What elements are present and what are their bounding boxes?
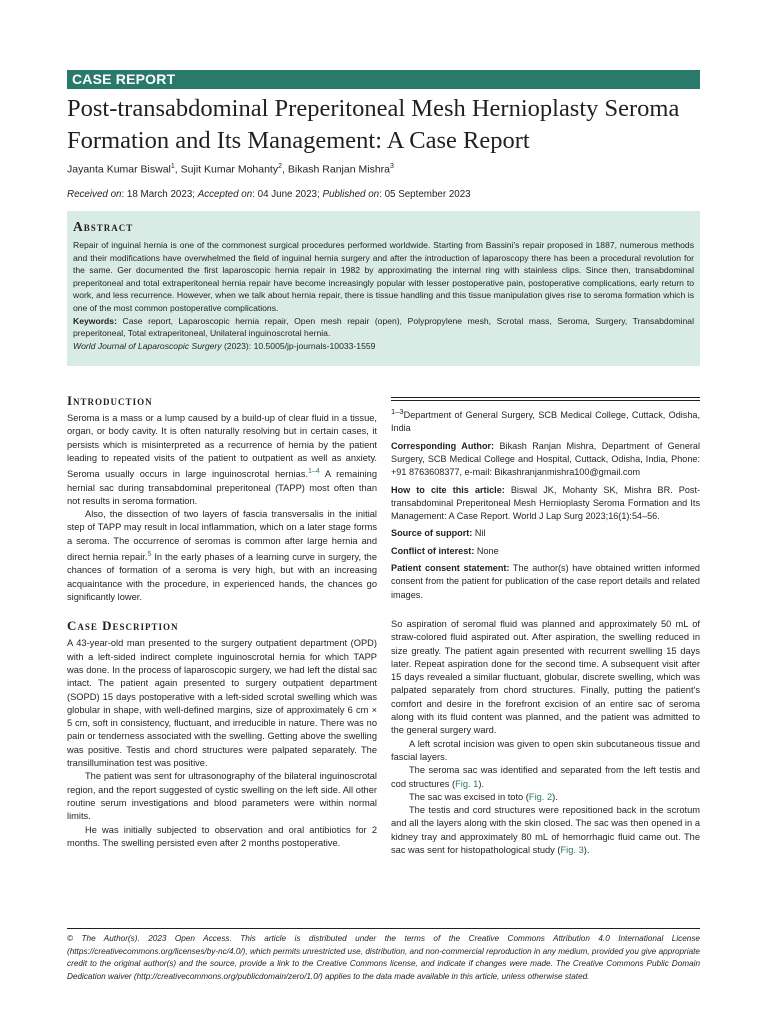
article-type-banner: CASE REPORT	[67, 70, 700, 89]
figure-link[interactable]: Fig. 1	[455, 778, 479, 789]
author-name: Sujit Kumar Mohanty	[180, 163, 279, 176]
case-paragraph: The patient was sent for ultrasonography of the bilateral inguinoscrotal region, and the report suggested of cystic swelling on the left side. All other routine serum investigations and blood parameters were within normal limits.	[67, 771, 377, 822]
paragraph-text: A remaining hernial sac during transabdominal preperitoneal (TAPP) most often than not results in seroma formation.	[67, 469, 377, 506]
conflict-text: None	[474, 545, 499, 556]
how-to-cite	[391, 484, 700, 524]
right-column-body	[391, 618, 700, 857]
case-paragraph	[391, 791, 700, 804]
keywords-list: Case report, Laparoscopic hernia repair, Open mesh repair (open), Polypropylene mesh, Scrotal mass, Seroma, Surgery, Transabdominal preperitoneal, Total extraperitoneal, Unilateral inguinoscrotal hernia.	[73, 315, 694, 339]
paragraph-text: The sac was excised in toto (	[409, 791, 529, 802]
author-name: Jayanta Kumar Biswal	[67, 163, 171, 176]
author-list	[67, 163, 394, 176]
affiliation-block	[391, 397, 700, 606]
source-of-support	[391, 527, 700, 540]
accepted-date: : 04 June 2023;	[252, 189, 323, 200]
case-paragraph: He was initially subjected to observation and oral antibiotics for 2 months. The swelling persisted even after 2 months postoperative.	[67, 824, 377, 848]
article-title: Post-transabdominal Preperitoneal Mesh Hernioplasty Seroma Formation and Its Management: A Case Report	[67, 95, 680, 154]
abstract-box	[67, 211, 700, 366]
case-paragraph: A left scrotal incision was given to open skin subcutaneous tissue and fascial layers.	[391, 738, 700, 762]
case-description-heading: Case Description	[67, 618, 179, 634]
introduction-heading: Introduction	[67, 393, 153, 408]
published-label: Published on	[322, 189, 380, 200]
affiliation-mark: 1–3	[391, 407, 404, 416]
figure-link[interactable]: Fig. 3	[560, 845, 584, 856]
publication-dates	[67, 189, 471, 200]
author-name: Bikash Ranjan Mishra	[287, 163, 390, 176]
keywords	[73, 315, 694, 340]
divider	[391, 397, 700, 398]
reference-link[interactable]: 5	[147, 551, 152, 559]
consent-label: Patient consent statement:	[391, 563, 510, 573]
author-separator: ,	[282, 163, 288, 176]
case-paragraph: A 43-year-old man presented to the surgery outpatient department (OPD) with a left-sided indirect complete inguinoscrotal hernia for which TAPP was done. In the process of laparoscopic surgery, we had left the distal sac intact. The patient again presented to surgery outpatient department (SOPD) 15 days postoperative with a left-sided scrotal swelling which was globular in shape, with well-defined margins, size of approximately 6 cm × 5 cm, soft in consistency, fluctuant, and irreducible in nature. There was no pain or tenderness associated with the swelling. Getting above the swelling was positive. Testis and chord structures were palpated separately. The transillumination test was positive.	[67, 638, 377, 769]
corresponding-text: Bikash Ranjan Mishra, Department of General Surgery, SCB Medical College and Hospital, Cuttack, Odisha, India, Phone: +91 8763608377, e-mail: Bikashranjanmishra100@gmail.com	[391, 440, 701, 478]
received-label: Received on	[67, 189, 122, 200]
paragraph-text: The testis and cord structures were repositioned back in the scrotum and all the layers along with the skin closed. The sac was then opened in a kidney tray and approximately 80 mL of hemorrhagic fluid came out. The sac was sent for histopathological study (	[391, 805, 700, 856]
license-footer: © The Author(s). 2023 Open Access. This article is distributed under the terms of the Creative Commons Attribution 4.0 International License (https://creativecommons.org/licenses/by-nc/4.0/), which permits unrestricted use, distribution, and non-commercial reproduction in any medium, provided you give appropriate credit to the original author(s) and the source, provide a link to the Creative Commons license, and indicate if changes were made. The Creative Commons Public Domain Dedication waiver (http://creativecommons.org/publicdomain/zero/1.0/) applies to the data made available in this article, unless otherwise stated.	[67, 934, 700, 981]
paragraph-text: The seroma sac was identified and separated from the left testis and cod structures (	[391, 765, 700, 789]
support-text: Nil	[472, 528, 486, 539]
department-affiliation	[391, 405, 700, 436]
accepted-label: Accepted on	[197, 189, 253, 200]
journal-name: World Journal of Laparoscopic Surgery	[73, 340, 222, 351]
corresponding-author	[391, 440, 700, 480]
published-date: : 05 September 2023	[379, 189, 471, 200]
introduction-paragraph	[67, 508, 377, 604]
paragraph-text: ).	[478, 778, 485, 789]
figure-link[interactable]: Fig. 2	[528, 791, 553, 802]
patient-consent	[391, 562, 700, 602]
divider	[391, 400, 700, 401]
conflict-of-interest	[391, 545, 700, 558]
article-doi	[73, 340, 694, 353]
author-affiliation-mark: 1	[170, 163, 175, 170]
author-affiliation-mark: 3	[390, 163, 394, 170]
consent-text: The author(s) have obtained written informed consent from the patient for publication of the case report details and related images.	[391, 563, 700, 600]
support-label: Source of support:	[391, 528, 473, 539]
author-affiliation-mark: 2	[278, 163, 283, 170]
case-paragraph	[391, 804, 700, 857]
abstract-heading: Abstract	[73, 219, 134, 234]
corresponding-label: Corresponding Author:	[391, 440, 495, 451]
paragraph-text: In the early phases of a learning curve in surgery, the chances of formation of a seroma is very high, but with an increasing acquaintance with the procedure, in experienced hands, the chances go significantly lower.	[67, 552, 377, 603]
left-column	[67, 393, 377, 850]
cite-text: Biswal JK, Mohanty SK, Mishra BR. Post-transabdominal Preperitoneal Mesh Hernioplasty Seroma Formation and Its Management: A Case Report. World J Lap Surg 2023;16(1):54–56.	[391, 484, 700, 522]
footer-divider	[67, 928, 700, 929]
keywords-label: Keywords:	[73, 315, 117, 326]
introduction-paragraph	[67, 412, 377, 508]
received-date: : 18 March 2023;	[121, 189, 198, 200]
paragraph-text: Also, the dissection of two layers of fascia transversalis in the initial step of TAPP may result in local inflammation, which on a later stage forms a seroma. The occurrence of seromas is common after large hernia and direct hernia repair.	[67, 509, 377, 563]
abstract-text: Repair of inguinal hernia is one of the commonest surgical procedures performed worldwide. Starting from Bassini's repair proposed in 1887, numerous methods and their modifications have overwhelmed the field of inguinal hernia surgery and after the introduction of laparoscopy there has been a procedural revolution for the same. Ger documented the first laparoscopic hernia repair in 1982 by approximating the internal ring with stainless clips. Since then, transabdominal preperitoneal and total extraperitoneal hernia repair have become increasingly popular with lesser postoperative pain, postoperative complications, early return to work, and less recurrence. However, when we talk about hernia repair, there is tissue handling and this tissue manipulation gives rise to seroma formation which is one of the most common postoperative complications.	[73, 240, 694, 313]
paragraph-text: ).	[583, 845, 590, 856]
doi-text: (2023): 10.5005/jp-journals-10033-1559	[221, 340, 376, 351]
reference-link[interactable]: 1–4	[308, 468, 320, 476]
paragraph-text: ).	[552, 791, 558, 802]
author-separator: ,	[174, 163, 181, 176]
paragraph-text: Seroma is a mass or a lump caused by a build-up of clear fluid in a tissue, organ, or body cavity. It is often naturally resolving but in certain cases, it persists which is misinterpreted as a recurrence of hernia by the patient leading to repeated visits of the patient to outpatient as well as anxiety. Seroma usually occurs in large inguinoscrotal hernias.	[67, 413, 377, 480]
conflict-label: Conflict of interest:	[391, 545, 475, 556]
cite-label: How to cite this article:	[391, 484, 505, 495]
case-paragraph: So aspiration of seromal fluid was planned and approximately 50 mL of straw-colored fluid aspirated out. After aspiration, the swelling reduced in size greatly. The patient again presented with recurrent swelling 15 days later. Repeat aspiration done for the second time. A subsequent visit after 15 days revealed a similar fluctuant, globular, discrete swelling, which was palpated separately from chord structures. Finally, putting the patient's comfort and desire in the forefront excision of an entire sac of seroma along with its fluid content was planned, and the patient was admitted to the general surgery ward.	[391, 619, 700, 736]
department-text: Department of General Surgery, SCB Medical College, Cuttack, Odisha, India	[391, 410, 700, 434]
case-paragraph	[391, 764, 700, 791]
